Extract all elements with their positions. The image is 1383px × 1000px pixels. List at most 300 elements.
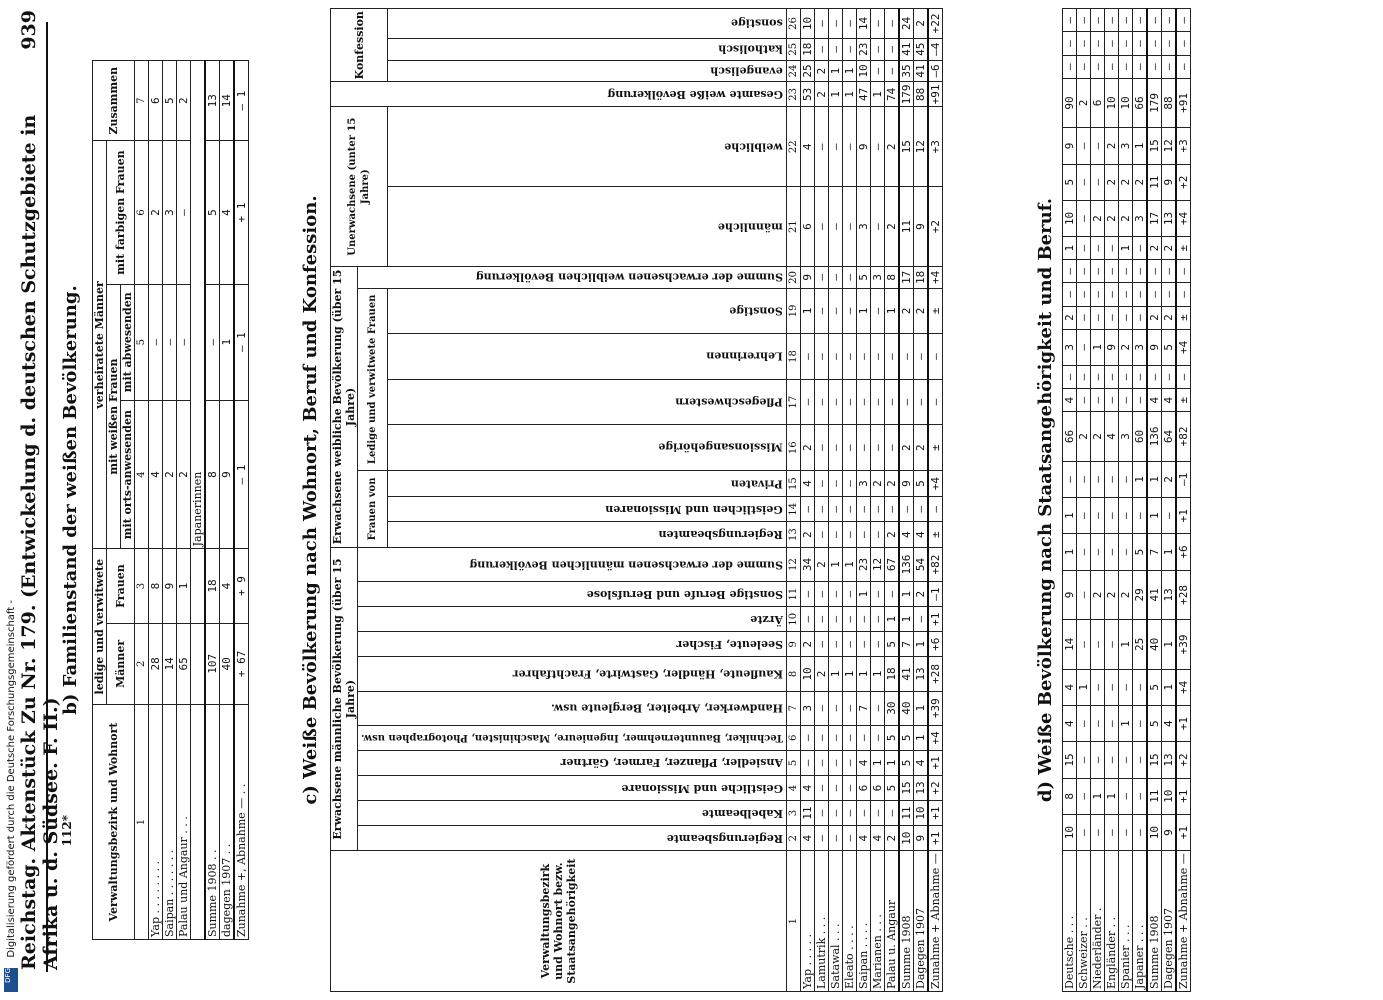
row-value: 65 (177, 623, 191, 704)
row-value: 2 (1119, 570, 1133, 620)
row-value: 3 (856, 471, 870, 497)
tc-colno: 20 (786, 267, 800, 289)
row-value: 1 (1162, 534, 1177, 570)
row-value: — 1 (234, 400, 249, 549)
row-label: Yap . . . . . . . . (149, 705, 163, 940)
row-value: — (1119, 814, 1133, 850)
row-value: +4 (1176, 329, 1191, 365)
row-value: — (814, 582, 828, 607)
table-row (1176, 9, 1191, 992)
row-value: — (1119, 32, 1133, 55)
row-value: — (1077, 164, 1091, 200)
row-label: Japaner . . . (1133, 851, 1148, 992)
row-value: — (1077, 55, 1091, 78)
row-value: — (1091, 32, 1105, 55)
row-value: — (1077, 778, 1091, 814)
page-number-footer: 112* (60, 815, 74, 847)
row-value: +1 (928, 750, 943, 775)
row-value: 10 (1063, 814, 1077, 850)
row-value: 1 (899, 582, 914, 607)
row-value: — (1133, 814, 1148, 850)
row-value: — (1091, 365, 1105, 388)
row-value: 12 (913, 107, 928, 187)
tc-col-14: Privaten (388, 471, 787, 497)
row-value: — (205, 284, 220, 400)
row-value: — (800, 379, 814, 425)
row-value: — (1105, 389, 1119, 412)
row-value: — (1162, 498, 1177, 534)
row-value: — (842, 691, 856, 725)
row-value: — (1119, 9, 1133, 32)
tc-col-24: katholisch (388, 38, 787, 60)
td-body (1063, 9, 1191, 992)
table-population-nationality (1062, 8, 1191, 992)
row-value: — (1176, 32, 1191, 55)
row-value: 23 (856, 38, 870, 60)
row-label: Zunahme + Abnahme — (1176, 851, 1191, 992)
row-value: — (814, 425, 828, 471)
row-value: — (1091, 705, 1105, 741)
tc-group-konf: Konfession (331, 9, 388, 82)
row-value: 3 (870, 267, 884, 289)
row-value: — (1077, 498, 1091, 534)
row-value: 1 (913, 725, 928, 750)
row-value: — (1105, 620, 1119, 670)
row-value: — (1091, 814, 1105, 850)
row-value: — (1105, 534, 1119, 570)
table-row (913, 9, 928, 992)
row-value: 2 (1119, 164, 1133, 200)
row-value: 3 (1119, 412, 1133, 462)
row-value: — (870, 691, 884, 725)
row-value: +91 (1176, 78, 1191, 128)
row-value: — (828, 187, 842, 267)
row-value: — (842, 267, 856, 289)
row-value: 1 (913, 632, 928, 657)
row-value: +4 (1176, 669, 1191, 705)
row-value: — (913, 379, 928, 425)
row-value: — (828, 725, 842, 750)
row-value: 4 (800, 775, 814, 800)
row-value: — (842, 334, 856, 380)
row-value: — (800, 750, 814, 775)
row-value: 47 (856, 82, 870, 107)
row-value: — (1133, 9, 1148, 32)
row-value: — (1119, 461, 1133, 497)
tc-colno: 25 (786, 38, 800, 60)
row-value: 2 (177, 400, 191, 549)
row-value: 8 (205, 400, 220, 549)
row-value: 45 (913, 38, 928, 60)
row-value: +3 (1176, 128, 1191, 164)
row-value: +6 (1176, 534, 1191, 570)
row-value: — (870, 607, 884, 632)
row-value: — (842, 379, 856, 425)
tc-colno: 22 (786, 107, 800, 187)
row-value: — (814, 379, 828, 425)
tc-col-19: Summe der erwachsenen weiblichen Bevölkerung (358, 267, 787, 289)
row-value: 5 (899, 750, 914, 775)
row-value: +1 (1176, 498, 1191, 534)
row-value: 1 (1119, 237, 1133, 260)
row-label: Yap . . . . . (800, 851, 814, 992)
row-value: 9 (1162, 164, 1177, 200)
row-value: 15 (899, 775, 914, 800)
row-value: — (814, 522, 828, 547)
row-value: +3 (928, 107, 943, 187)
row-value: 53 (800, 82, 814, 107)
row-value (191, 623, 206, 704)
row-value: 2 (1162, 237, 1177, 260)
row-value: 25 (800, 60, 814, 82)
row-value: — (1091, 128, 1105, 164)
tb-colno: 2 (135, 623, 149, 704)
row-value: — (1133, 389, 1148, 412)
row-label: Saipan . . . . (856, 851, 870, 992)
row-value: — (856, 632, 870, 657)
row-value: — (149, 284, 163, 400)
row-value: — (1105, 237, 1119, 260)
row-value: 9 (800, 267, 814, 289)
row-value: +82 (928, 547, 943, 581)
row-value: — (1133, 32, 1148, 55)
row-value: 12 (870, 547, 884, 581)
row-value: — (899, 497, 914, 522)
row-value: 13 (1162, 570, 1177, 620)
row-value: 2 (1063, 306, 1077, 329)
row-value: 5 (1147, 669, 1162, 705)
row-value: 9 (1105, 329, 1119, 365)
row-value: 9 (913, 826, 928, 851)
row-value: 1 (800, 288, 814, 334)
row-value: — (1133, 260, 1148, 283)
row-value: 8 (884, 267, 899, 289)
row-value: 41 (899, 657, 914, 691)
row-value: 9 (913, 187, 928, 267)
row-value: — (828, 9, 842, 39)
row-value: — (928, 497, 943, 522)
row-value: — (884, 38, 899, 60)
table-row (163, 61, 177, 940)
row-value: — (814, 187, 828, 267)
row-value: 1 (828, 82, 842, 107)
row-value: 67 (884, 547, 899, 581)
row-value: 7 (856, 691, 870, 725)
table-row (149, 61, 163, 940)
row-value: — (1077, 705, 1091, 741)
row-value: 10 (1105, 78, 1119, 128)
table-row (1162, 9, 1177, 992)
row-label: Lamutrik . . . (814, 851, 828, 992)
row-value: 14 (163, 623, 177, 704)
tb-col-farbig: mit farbigen Frauen (107, 141, 135, 284)
row-value: 23 (856, 547, 870, 581)
row-value: — (884, 801, 899, 826)
row-value: 1 (913, 691, 928, 725)
tc-colno: 16 (786, 425, 800, 471)
tc-colno: 10 (786, 607, 800, 632)
table-row (800, 9, 814, 992)
row-value: — (1105, 669, 1119, 705)
row-value: 3 (1133, 200, 1148, 236)
row-value: — (913, 497, 928, 522)
row-value: — (842, 497, 856, 522)
row-value: +1 (1176, 778, 1191, 814)
row-value: —6 (928, 60, 943, 82)
row-value: — (1147, 32, 1162, 55)
row-value: 41 (899, 38, 914, 60)
row-value: 3 (1119, 128, 1133, 164)
tc-col-9: Ärzte (358, 607, 787, 632)
tc-col-13: Geistlichen und Missionaren (388, 497, 787, 522)
row-value: 10 (800, 657, 814, 691)
row-value: — (814, 38, 828, 60)
row-value: 2 (1091, 412, 1105, 462)
row-value: 10 (1147, 814, 1162, 850)
row-value: + 67 (234, 623, 249, 704)
tc-col-gesamt: Gesamte weiße Bevölkerung (331, 82, 787, 107)
row-value: 5 (1162, 329, 1177, 365)
tc-col-6: Handwerker, Arbeiter, Bergleute usw. (358, 691, 787, 725)
row-value: 9 (1147, 329, 1162, 365)
row-value: — (1147, 55, 1162, 78)
row-value: —4 (928, 38, 943, 60)
row-value: 2 (884, 187, 899, 267)
row-value: — (842, 9, 856, 39)
row-value: 4 (800, 826, 814, 851)
row-value: 13 (1162, 742, 1177, 778)
row-value: — (1091, 742, 1105, 778)
row-value: — (884, 497, 899, 522)
row-value: 1 (1162, 669, 1177, 705)
row-value: 6 (856, 775, 870, 800)
tb-colno: 1 (135, 705, 149, 940)
row-label: Schweizer . . (1077, 851, 1091, 992)
row-value: — (828, 497, 842, 522)
row-value: 90 (1063, 78, 1077, 128)
row-value: 2 (1147, 306, 1162, 329)
row-value: — (1077, 237, 1091, 260)
tc-colno: 7 (786, 691, 800, 725)
row-value: — (1176, 9, 1191, 32)
row-value: 40 (899, 691, 914, 725)
row-value: 2 (1105, 200, 1119, 236)
row-value: 179 (899, 82, 914, 107)
row-value: — (842, 187, 856, 267)
row-value: 4 (800, 471, 814, 497)
row-value: 28 (149, 623, 163, 704)
row-value: — (1105, 9, 1119, 32)
row-value: 2 (149, 141, 163, 284)
row-value: 88 (1162, 78, 1177, 128)
row-label: Summe 1908 (899, 851, 914, 992)
tc-colno: 21 (786, 187, 800, 267)
row-value: — (1105, 55, 1119, 78)
tc-col-25: sonstige (388, 9, 787, 39)
row-value: 1 (884, 607, 899, 632)
row-value: 2 (1119, 200, 1133, 236)
row-value: 35 (899, 60, 914, 82)
row-value: 10 (1063, 200, 1077, 236)
row-value: — (870, 107, 884, 187)
table-population-residence (330, 8, 943, 992)
row-value: 2 (800, 632, 814, 657)
row-value: —1 (1176, 461, 1191, 497)
row-value: 1 (1133, 128, 1148, 164)
row-value: — (1147, 365, 1162, 388)
tc-col-1: Regierungsbeamte (358, 826, 787, 851)
tc-col-20: männliche (388, 187, 787, 267)
row-value: 5 (163, 61, 177, 141)
tb-group-weiss: mit weißen Frauen (107, 284, 121, 549)
row-value: — (856, 801, 870, 826)
row-value: + 1 (234, 141, 249, 284)
row-value: ± (928, 522, 943, 547)
row-value: 2 (913, 425, 928, 471)
row-value: 4 (149, 400, 163, 549)
row-value: — (884, 582, 899, 607)
row-value: +2 (928, 775, 943, 800)
row-value: 14 (220, 61, 235, 141)
tc-colno: 13 (786, 522, 800, 547)
row-value: — (1063, 55, 1077, 78)
row-value: 2 (814, 60, 828, 82)
row-value: 1 (884, 288, 899, 334)
row-value: ± (1176, 306, 1191, 329)
row-value: — (814, 288, 828, 334)
row-value: 2 (1091, 200, 1105, 236)
row-value: 10 (800, 9, 814, 39)
row-value: 10 (1162, 778, 1177, 814)
row-value: — (1105, 306, 1119, 329)
row-value: 1 (828, 657, 842, 691)
row-value: — (1091, 237, 1105, 260)
table-row (1105, 9, 1119, 992)
row-label (191, 705, 206, 940)
row-value: — (1162, 365, 1177, 388)
row-value: — (163, 284, 177, 400)
row-value: — (814, 691, 828, 725)
table-row (234, 61, 249, 940)
row-value: 18 (205, 549, 220, 623)
row-value: 2 (884, 107, 899, 187)
row-value: — (1077, 200, 1091, 236)
tb-colno: 5 (135, 284, 149, 400)
tc-colno: 5 (786, 750, 800, 775)
tc-col-2: Kabelbeamte (358, 801, 787, 826)
row-value: — 1 (234, 61, 249, 141)
row-value: 2 (899, 425, 914, 471)
row-value: 64 (1162, 412, 1177, 462)
row-value: — (1162, 283, 1177, 306)
row-value: — (1176, 260, 1191, 283)
row-value: — (1147, 9, 1162, 32)
row-value: 7 (1147, 534, 1162, 570)
row-label: Saipan . . . . . . . (163, 705, 177, 940)
row-value: 2 (1077, 412, 1091, 462)
row-value: 2 (800, 522, 814, 547)
row-value: 1 (899, 607, 914, 632)
row-value: — (814, 801, 828, 826)
row-label: Satawal . . . (828, 851, 842, 992)
table-row (814, 9, 828, 992)
row-value: — (1133, 742, 1148, 778)
row-value: 40 (220, 623, 235, 704)
tc-colno: 24 (786, 60, 800, 82)
tc-colno: 11 (786, 582, 800, 607)
row-value: — (870, 425, 884, 471)
row-value: 9 (1063, 128, 1077, 164)
row-value: +1 (928, 826, 943, 851)
row-value: 4 (220, 549, 235, 623)
tc-colno: 17 (786, 379, 800, 425)
tc-colno: 14 (786, 497, 800, 522)
row-value: — (1063, 461, 1077, 497)
row-value: ± (928, 288, 943, 334)
row-value: 15 (899, 107, 914, 187)
row-value: 1 (1077, 669, 1091, 705)
row-value: 4 (800, 107, 814, 187)
tc-colno: 15 (786, 471, 800, 497)
row-value: — (1176, 283, 1191, 306)
tc-colno: 6 (786, 725, 800, 750)
row-value: — (1119, 283, 1133, 306)
row-value: — (177, 284, 191, 400)
tc-col-18: Sonstige (388, 288, 787, 334)
row-value: 1 (856, 582, 870, 607)
tc-colno: 4 (786, 775, 800, 800)
row-value: 10 (1119, 78, 1133, 128)
row-value: 9 (899, 471, 914, 497)
row-value: 41 (1147, 570, 1162, 620)
row-value: 7 (899, 632, 914, 657)
row-value: — (856, 725, 870, 750)
row-value: — (1133, 705, 1148, 741)
row-value: — (1147, 260, 1162, 283)
row-value: 24 (899, 9, 914, 39)
row-value: — (870, 187, 884, 267)
row-value: ± (1176, 237, 1191, 260)
row-value: 4 (1063, 669, 1077, 705)
row-value: 40 (1147, 620, 1162, 670)
row-value: +4 (928, 725, 943, 750)
row-value: — (842, 38, 856, 60)
row-value: 2 (1147, 237, 1162, 260)
row-value: — (870, 522, 884, 547)
row-value: — (1091, 461, 1105, 497)
tb-colno: 4 (135, 400, 149, 549)
tc-col-8: Seeleute, Fischer (358, 632, 787, 657)
row-value: 2 (163, 400, 177, 549)
row-value: — (177, 141, 191, 284)
row-label: Zunahme + Abnahme — (928, 851, 943, 992)
row-value: — (1133, 498, 1148, 534)
row-value: — (1133, 778, 1148, 814)
row-value: — (1077, 814, 1091, 850)
row-value: — (1077, 128, 1091, 164)
row-value: — (870, 334, 884, 380)
tc-colno: 8 (786, 657, 800, 691)
row-value: 2 (884, 471, 899, 497)
row-value: 5 (205, 141, 220, 284)
row-label: Dagegen 1907 (1162, 851, 1177, 992)
row-value: — (1077, 260, 1091, 283)
row-value: 14 (856, 9, 870, 39)
row-value: — (800, 582, 814, 607)
row-value: — (800, 725, 814, 750)
row-value: — (814, 471, 828, 497)
table-row (870, 9, 884, 992)
